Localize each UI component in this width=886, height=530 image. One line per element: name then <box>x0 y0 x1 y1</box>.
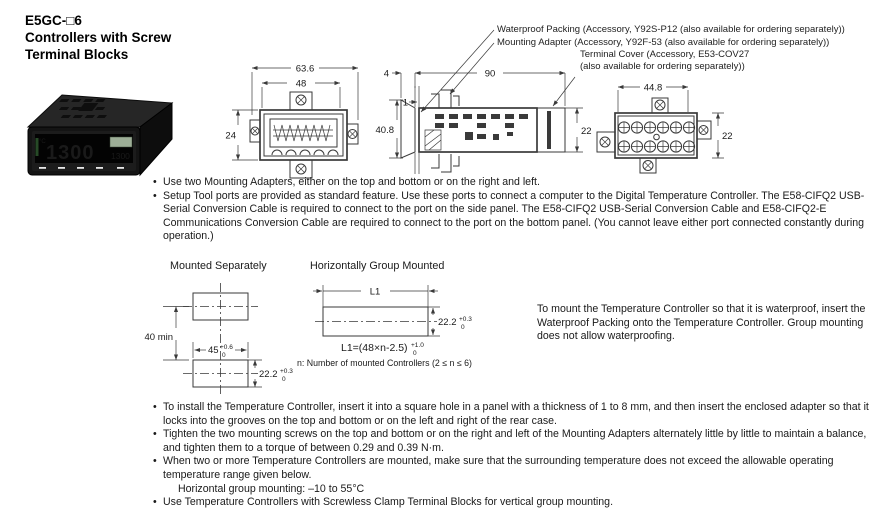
display-sub-value: 1300 <box>111 151 130 161</box>
page-title <box>25 12 171 63</box>
dim-cutout-height-sup: +0.3 <box>280 368 293 375</box>
mounted-separately-header: Mounted Separately <box>170 260 267 272</box>
accessory-label-terminal-cover-2: (also available for ordering separately)) <box>580 61 745 72</box>
dim-front-outer-width: 63.6 <box>295 63 315 75</box>
group-mounted-diagram <box>297 285 472 368</box>
dim-group-height-sub: 0 <box>461 324 465 331</box>
mounted-separately-diagram <box>144 283 293 397</box>
display-main-value: 1300 <box>46 142 95 164</box>
notes-bottom <box>152 401 880 510</box>
product-photo <box>22 83 182 185</box>
note-mounting-adapters: • Use two Mounting Adapters, either on the top and bottom or on the right and left. <box>152 176 880 190</box>
notes-top <box>152 176 880 244</box>
accessory-label-mounting-adapter: Mounting Adapter (Accessory, Y92F-53 (also available for ordering separately)) <box>497 36 830 48</box>
dim-front-inner-width: 48 <box>295 78 307 90</box>
panel-cutout-diagrams <box>145 278 545 400</box>
l1-formula-sub: 0 <box>413 350 417 357</box>
terminal-screws <box>618 122 694 152</box>
l1-formula-sup: +1.0 <box>411 342 424 349</box>
dim-front-height: 24 <box>225 130 236 142</box>
note-horizontal-group-mounting-range: Horizontal group mounting: –10 to 55°C <box>178 482 365 495</box>
dim-cutout-height: 22.2 <box>259 369 278 380</box>
dim-min-spacing: 40 min <box>144 332 173 343</box>
front-view-dimensions <box>225 64 358 161</box>
dim-side-panel-thickness: 1 <box>402 97 408 109</box>
page-title-model: E5GC-□6 <box>25 13 82 28</box>
side-view-detail <box>435 114 528 140</box>
page-title-line3: Terminal Blocks <box>25 47 129 62</box>
note-install: • To install the Temperature Controller, insert it into a square hole in a panel with a thickness of 1 to 8 mm, and then insert the enclosed adapter so that it locks into the grooves on the top and bottom or on the left and right of the rear case. <box>152 401 880 428</box>
waterproof-note: To mount the Temperature Controller so that it is waterproof, insert the Waterproof Packing onto the Temperature Controller. Group mounting does not allow waterproofing. <box>537 303 866 343</box>
accessory-label-terminal-cover: Terminal Cover (Accessory, E53-COV27 <box>580 49 750 60</box>
accessory-label-waterproof-packing: Waterproof Packing (Accessory, Y92S-P12 (also available for ordering separately)) <box>497 24 845 35</box>
dim-cutout-width-sup: +0.6 <box>220 344 233 351</box>
dim-back-width: 44.8 <box>643 82 663 94</box>
dimension-drawings <box>225 20 885 192</box>
dim-cutout-width: 45 <box>208 345 219 356</box>
dim-l1-label: L1 <box>369 286 381 298</box>
dim-cutout-height-sub: 0 <box>282 376 286 383</box>
l1-formula: L1=(48×n-2.5) <box>341 342 408 354</box>
side-view-dimensions <box>376 69 592 159</box>
note-surrounding-temperature: • When two or more Temperature Controllers are mounted, make sure that the surrounding temperature does not exceed the allowable operating temperature range given below. <box>152 455 880 482</box>
back-view-drawing <box>597 98 711 173</box>
accessory-leader-lines <box>421 30 575 112</box>
formula-note: n: Number of mounted Controllers (2 ≤ n ≤ 6) <box>297 358 472 368</box>
note-tighten-screws: • Tighten the two mounting screws on the top and bottom or on the right and left of the Mounting Adapters alternately little by little to maintain a balance, and tighten them to a torque of between 0.29 and 0.39 N·m. <box>152 428 880 455</box>
note-screwless-clamp: • Use Temperature Controllers with Screwless Clamp Terminal Blocks for vertical group mounting. <box>152 496 880 510</box>
display-unit-label: °C <box>39 139 46 145</box>
dim-side-front-height: 40.8 <box>375 125 394 136</box>
dim-group-height: 22.2 <box>438 317 457 328</box>
dim-side-bezel-depth: 4 <box>383 68 389 80</box>
dim-group-height-sup: +0.3 <box>459 316 472 323</box>
dim-cutout-width-sub: 0 <box>222 352 226 359</box>
dim-back-height: 22 <box>722 131 733 142</box>
note-setup-tool-ports: • Setup Tool ports are provided as standard feature. Use these ports to connect a computer to the Digital Temperature Controller. The E58-CIFQ2 USB-Serial Conversion Cable is required to connect to the port on the side panel. The E58-CIFQ2 USB-Serial Conversion Cable and E58-CIFQ2-E Communications Conversion Cable are required to connect to the port on the bottom panel. (You cannot leave either port connected constantly during operation.) <box>152 190 880 244</box>
dim-side-body-depth: 90 <box>484 68 496 80</box>
page-title-line2: Controllers with Screw <box>25 30 172 45</box>
group-mounted-header: Horizontally Group Mounted <box>310 260 445 272</box>
side-view-drawing <box>401 86 565 174</box>
dim-side-rear-height: 22 <box>581 126 592 137</box>
front-view-drawing <box>250 92 358 178</box>
